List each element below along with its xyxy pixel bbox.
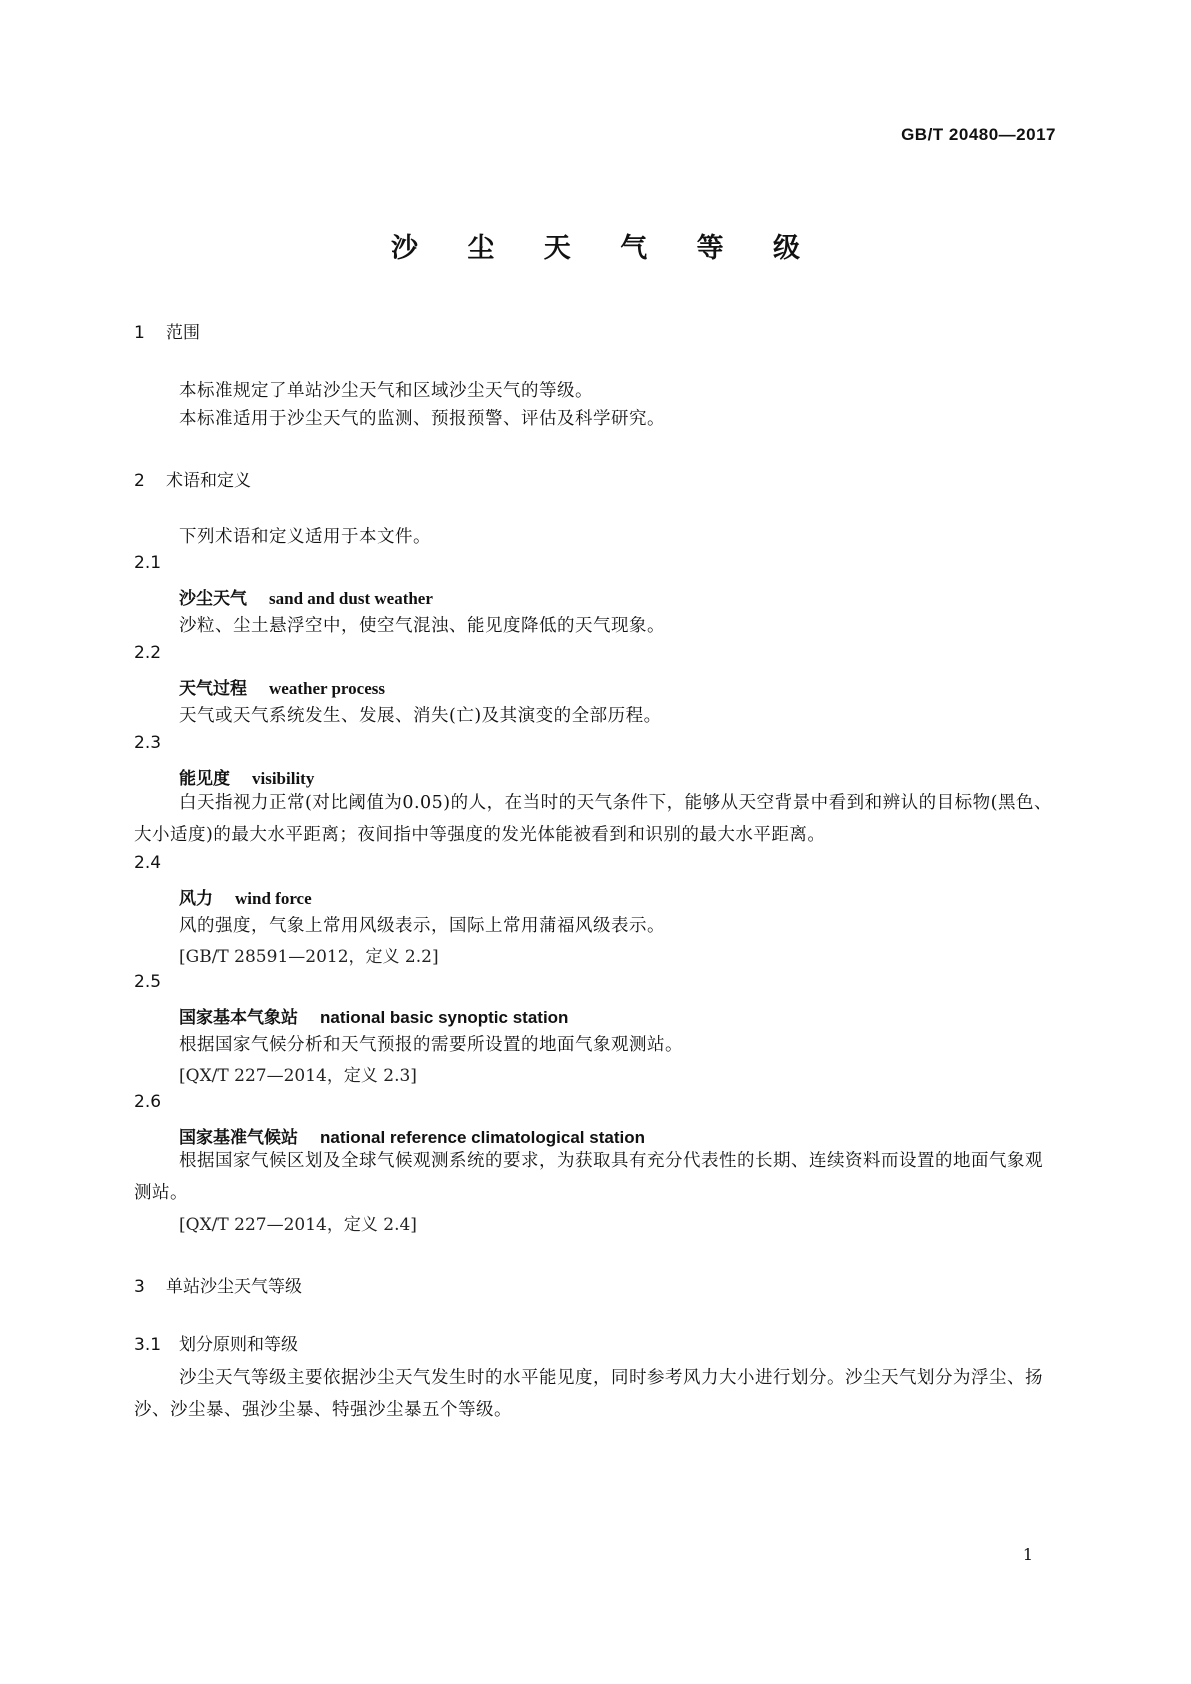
term-definition: 根据国家气候区划及全球气候观测系统的要求，为获取具有充分代表性的长期、连续资料而设置的地面气象观测站。 bbox=[134, 1151, 1043, 1203]
section-number: 3.1 bbox=[134, 1335, 162, 1355]
term-number: 2.1 bbox=[134, 553, 162, 573]
term-heading bbox=[179, 584, 433, 609]
term-source: [QX/T 227—2014，定义 2.3] bbox=[179, 1066, 417, 1086]
term-heading bbox=[179, 674, 385, 699]
subsection-heading-3-1 bbox=[134, 1330, 298, 1355]
term-zh: 能见度 bbox=[179, 769, 230, 789]
section-heading-2 bbox=[134, 466, 251, 491]
paragraph: 本标准适用于沙尘天气的监测、预报预警、评估及科学研究。 bbox=[179, 409, 665, 429]
term-zh: 沙尘天气 bbox=[179, 589, 247, 609]
term-definition: 白天指视力正常(对比阈值为0.05)的人，在当时的天气条件下，能够从天空背景中看到和辨认的目标物(黑色、大小适度)的最大水平距离；夜间指中等强度的发光体能被看到和识别的最大水平距离。 bbox=[134, 793, 1052, 845]
term-heading bbox=[179, 764, 314, 789]
section-number: 3 bbox=[134, 1277, 145, 1297]
term-heading bbox=[179, 1003, 568, 1028]
term-en: national basic synoptic station bbox=[320, 1008, 569, 1027]
term-zh: 国家基本气象站 bbox=[179, 1008, 298, 1028]
standard-code: GB/T 20480—2017 bbox=[901, 125, 1056, 144]
term-source: [GB/T 28591—2012，定义 2.2] bbox=[179, 947, 439, 967]
term-en: wind force bbox=[235, 889, 312, 908]
term-number: 2.3 bbox=[134, 733, 162, 753]
section-title: 划分原则和等级 bbox=[179, 1335, 298, 1355]
term-number: 2.4 bbox=[134, 853, 162, 873]
term-en: visibility bbox=[252, 769, 315, 788]
section-heading-1 bbox=[134, 318, 200, 343]
term-heading bbox=[179, 884, 312, 909]
section-number: 2 bbox=[134, 471, 145, 491]
term-number: 2.2 bbox=[134, 643, 162, 663]
term-zh: 天气过程 bbox=[179, 679, 247, 699]
paragraph: 沙尘天气等级主要依据沙尘天气发生时的水平能见度，同时参考风力大小进行划分。沙尘天气划分为浮尘、扬沙、沙尘暴、强沙尘暴、特强沙尘暴五个等级。 bbox=[134, 1368, 1043, 1420]
term-number: 2.6 bbox=[134, 1092, 162, 1112]
paragraph: 下列术语和定义适用于本文件。 bbox=[179, 527, 431, 547]
section-title: 术语和定义 bbox=[166, 471, 251, 491]
term-definition: 沙粒、尘土悬浮空中，使空气混浊、能见度降低的天气现象。 bbox=[179, 616, 665, 636]
term-definition: 天气或天气系统发生、发展、消失(亡)及其演变的全部历程。 bbox=[179, 706, 662, 726]
section-number: 1 bbox=[134, 323, 145, 343]
section-title: 单站沙尘天气等级 bbox=[166, 1277, 302, 1297]
section-heading-3 bbox=[134, 1272, 302, 1297]
term-definition: 根据国家气候分析和天气预报的需要所设置的地面气象观测站。 bbox=[179, 1035, 683, 1055]
term-en: national reference climatological station bbox=[320, 1128, 645, 1147]
term-en: sand and dust weather bbox=[269, 589, 433, 608]
page-number: 1 bbox=[1022, 1545, 1033, 1564]
term-zh: 国家基准气候站 bbox=[179, 1128, 298, 1148]
paragraph: 本标准规定了单站沙尘天气和区域沙尘天气的等级。 bbox=[179, 381, 593, 401]
term-en: weather process bbox=[269, 679, 385, 698]
term-definition: 风的强度，气象上常用风级表示，国际上常用蒲福风级表示。 bbox=[179, 916, 665, 936]
section-title: 范围 bbox=[166, 323, 200, 343]
term-source: [QX/T 227—2014，定义 2.4] bbox=[179, 1215, 417, 1235]
document-title: 沙 尘 天 气 等 级 bbox=[391, 233, 820, 264]
term-zh: 风力 bbox=[179, 889, 213, 909]
term-number: 2.5 bbox=[134, 972, 162, 992]
